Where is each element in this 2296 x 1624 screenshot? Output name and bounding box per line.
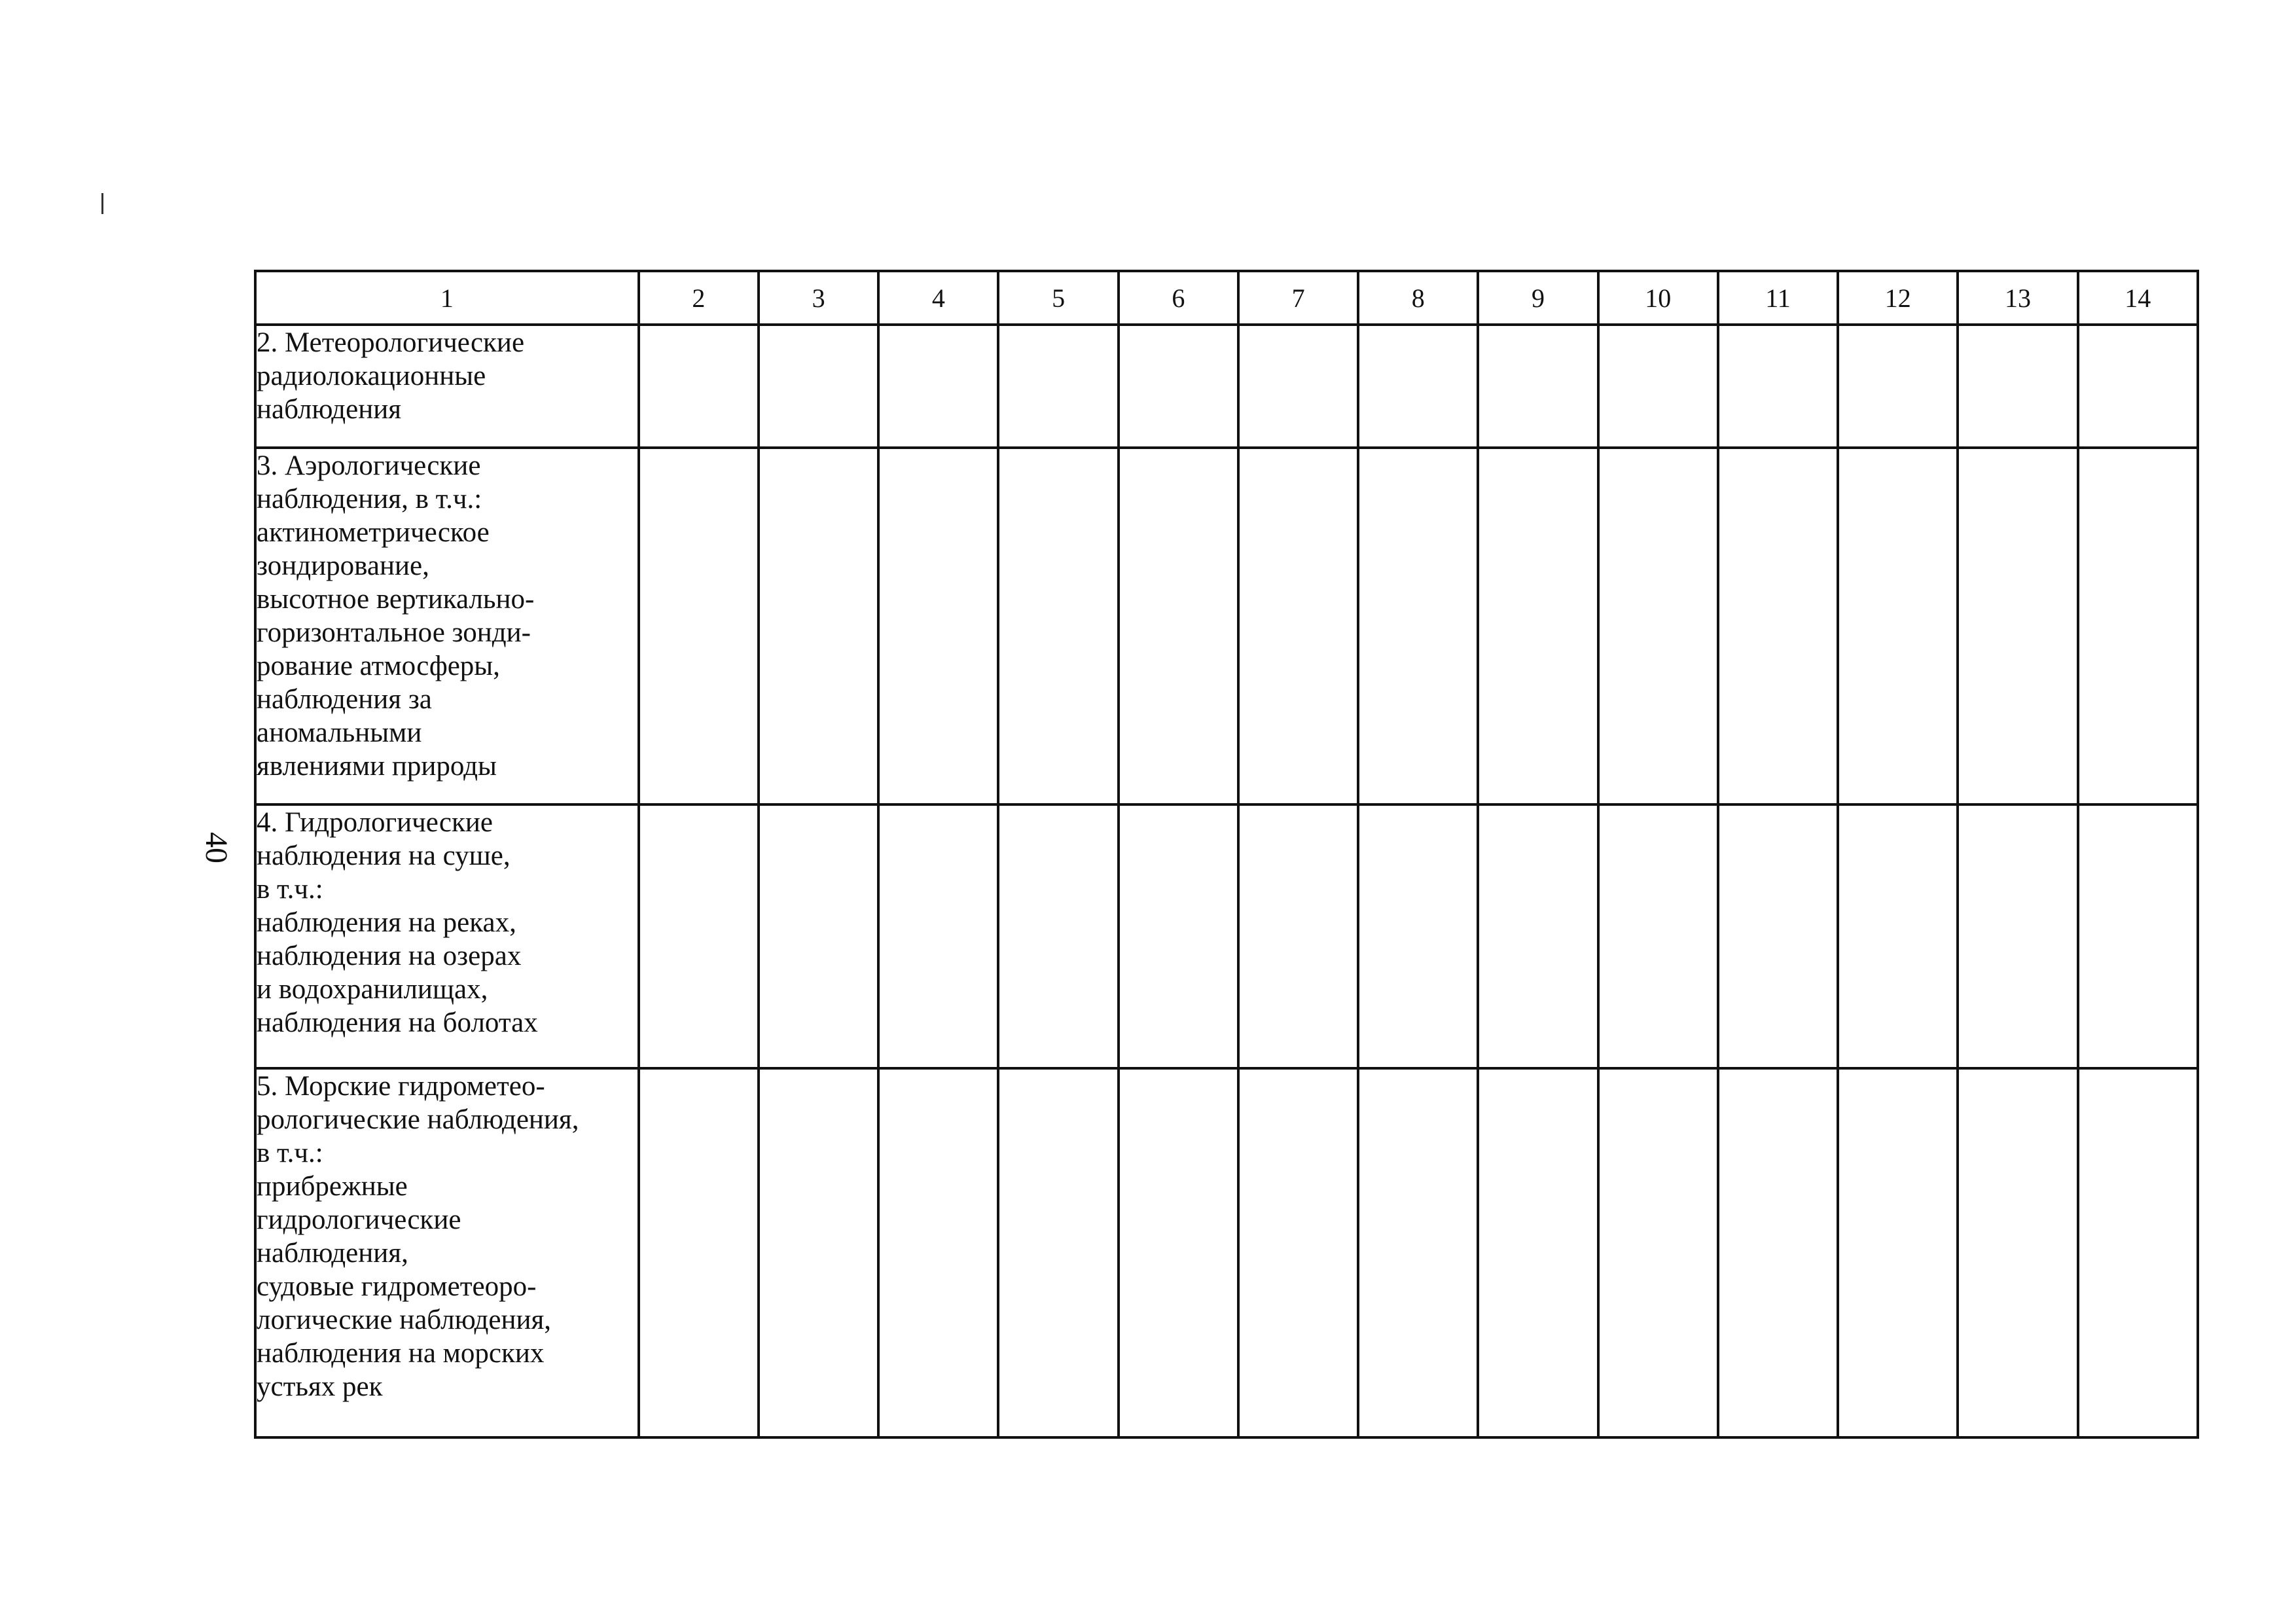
empty-cell	[1838, 804, 1958, 1068]
empty-cell	[1598, 448, 1718, 804]
empty-cell	[2078, 325, 2198, 448]
empty-cell	[1718, 1068, 1838, 1437]
empty-cell	[639, 1068, 759, 1437]
table-row	[255, 804, 2198, 1068]
empty-cell	[759, 1068, 878, 1437]
empty-cell	[759, 325, 878, 448]
empty-cell	[998, 325, 1118, 448]
empty-cell	[998, 1068, 1118, 1437]
empty-cell	[878, 448, 998, 804]
column-header: 8	[1358, 271, 1478, 325]
column-header: 3	[759, 271, 878, 325]
column-header: 5	[998, 271, 1118, 325]
empty-cell	[2078, 1068, 2198, 1437]
empty-cell	[1478, 804, 1598, 1068]
empty-cell	[878, 325, 998, 448]
empty-cell	[1718, 804, 1838, 1068]
empty-cell	[1238, 325, 1358, 448]
row-label: 4. Гидрологические наблюдения на суше, в т.ч.: наблюдения на реках, наблюдения на озерах и водохранилищах, наблюдения на болотах	[255, 804, 639, 1068]
empty-cell	[1358, 1068, 1478, 1437]
empty-cell	[1958, 804, 2077, 1068]
scan-mark	[101, 193, 103, 214]
empty-cell	[1958, 325, 2077, 448]
empty-cell	[1838, 1068, 1958, 1437]
empty-cell	[1238, 448, 1358, 804]
empty-cell	[639, 325, 759, 448]
column-header: 7	[1238, 271, 1358, 325]
empty-cell	[1119, 448, 1238, 804]
empty-cell	[1358, 325, 1478, 448]
empty-cell	[878, 1068, 998, 1437]
column-header: 6	[1119, 271, 1238, 325]
empty-cell	[1478, 448, 1598, 804]
column-header: 1	[255, 271, 639, 325]
row-label: 5. Морские гидрометео- рологические наблюдения, в т.ч.: прибрежные гидрологические наблюдения, судовые гидрометеоро- логические наблюдения, наблюдения на морских устьях рек	[255, 1068, 639, 1437]
empty-cell	[2078, 804, 2198, 1068]
empty-cell	[1598, 1068, 1718, 1437]
empty-cell	[1119, 804, 1238, 1068]
empty-cell	[639, 804, 759, 1068]
empty-cell	[1598, 804, 1718, 1068]
column-header: 9	[1478, 271, 1598, 325]
table-row	[255, 448, 2198, 804]
empty-cell	[1838, 448, 1958, 804]
empty-cell	[1838, 325, 1958, 448]
empty-cell	[998, 448, 1118, 804]
column-header: 14	[2078, 271, 2198, 325]
page-number: 40	[199, 832, 234, 863]
empty-cell	[1238, 804, 1358, 1068]
column-header: 13	[1958, 271, 2077, 325]
table-row	[255, 325, 2198, 448]
column-header: 2	[639, 271, 759, 325]
column-header: 11	[1718, 271, 1838, 325]
empty-cell	[1718, 325, 1838, 448]
column-header: 12	[1838, 271, 1958, 325]
empty-cell	[1119, 1068, 1238, 1437]
empty-cell	[759, 448, 878, 804]
empty-cell	[1958, 448, 2077, 804]
empty-cell	[998, 804, 1118, 1068]
empty-cell	[1358, 804, 1478, 1068]
row-label: 3. Аэрологические наблюдения, в т.ч.: актинометрическое зондирование, высотное вертикально- горизонтальное зонди- рование атмосферы, наблюдения за аномальными явлениями природы	[255, 448, 639, 804]
empty-cell	[1238, 1068, 1358, 1437]
empty-cell	[878, 804, 998, 1068]
empty-cell	[1478, 325, 1598, 448]
table-row	[255, 1068, 2198, 1437]
empty-cell	[759, 804, 878, 1068]
empty-cell	[2078, 448, 2198, 804]
empty-cell	[1598, 325, 1718, 448]
column-header: 10	[1598, 271, 1718, 325]
row-label: 2. Метеорологические радиолокационные наблюдения	[255, 325, 639, 448]
empty-cell	[1119, 325, 1238, 448]
empty-cell	[1358, 448, 1478, 804]
header-row	[255, 271, 2198, 325]
empty-cell	[1958, 1068, 2077, 1437]
empty-cell	[1478, 1068, 1598, 1437]
empty-cell	[1718, 448, 1838, 804]
column-header: 4	[878, 271, 998, 325]
empty-cell	[639, 448, 759, 804]
observations-table	[254, 270, 2199, 1439]
